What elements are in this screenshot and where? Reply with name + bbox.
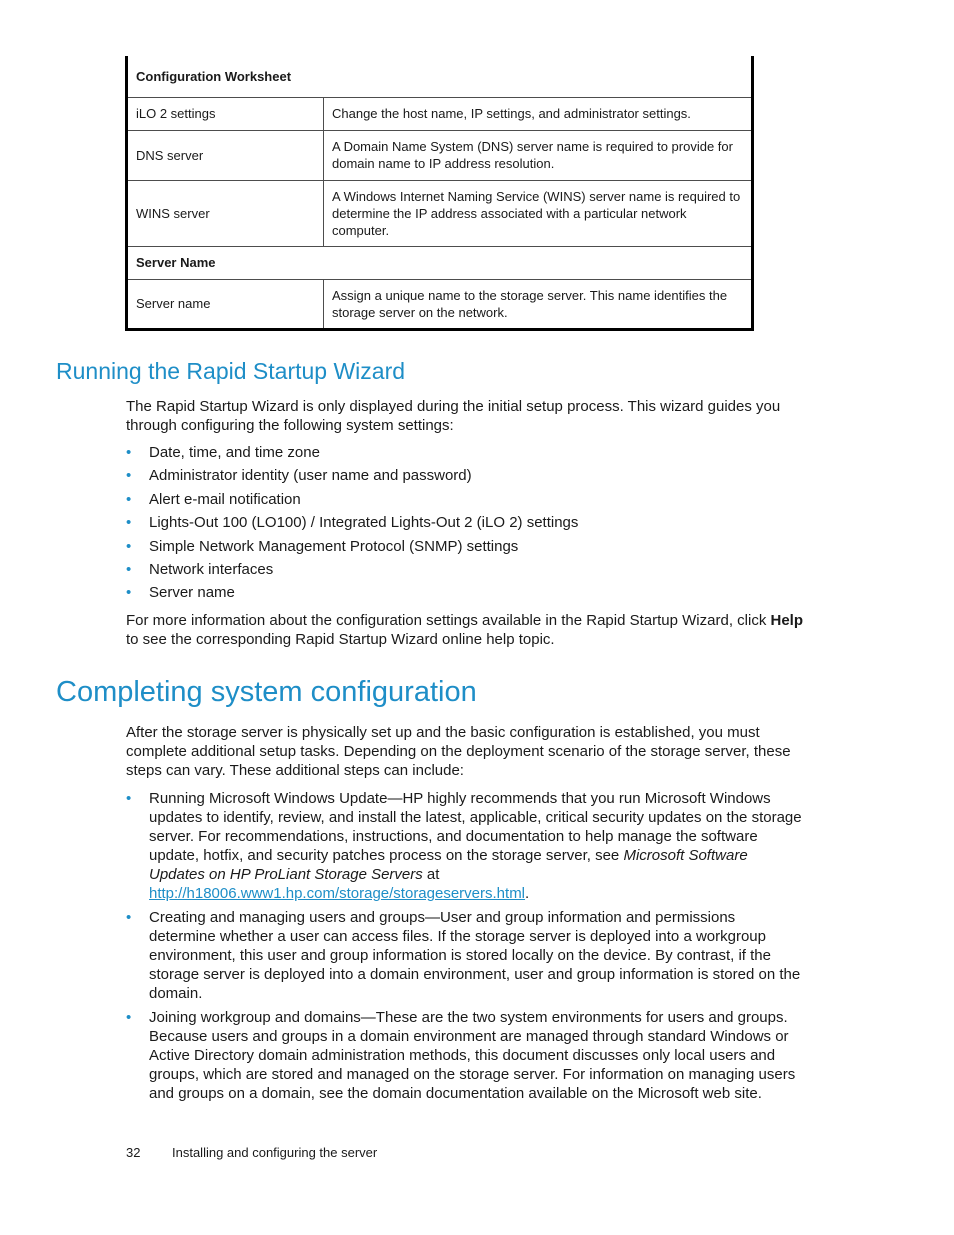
configuration-worksheet-table bbox=[125, 56, 754, 331]
bullet-icon: • bbox=[126, 560, 132, 578]
bullet-icon: • bbox=[126, 490, 132, 508]
list-item bbox=[126, 537, 806, 556]
help-label: Help bbox=[770, 612, 804, 629]
storage-servers-link[interactable]: http://h18006.www1.hp.com/storage/storageservers.html bbox=[149, 885, 526, 902]
list-item bbox=[126, 908, 806, 1003]
table-row bbox=[127, 279, 753, 329]
table-row bbox=[127, 97, 753, 130]
list-item-text: Server name bbox=[149, 584, 235, 602]
list-item bbox=[126, 513, 806, 532]
worksheet-title: Configuration Worksheet bbox=[127, 56, 753, 97]
setting-label: DNS server bbox=[127, 130, 324, 180]
completing-configuration-intro: After the storage server is physically set up and the basic configuration is established, you must complete additional setup tasks. Depending on the deployment scenario of the storage server, these steps can vary. These additional steps can include: bbox=[126, 724, 791, 779]
bullet-icon: • bbox=[126, 584, 132, 602]
list-item-text: Alert e-mail notification bbox=[149, 490, 301, 508]
footer-section-title: Installing and configuring the server bbox=[172, 1145, 378, 1160]
additional-steps-list bbox=[126, 789, 806, 1108]
setting-description: Change the host name, IP settings, and administrator settings. bbox=[324, 97, 753, 130]
worksheet-header-row bbox=[127, 56, 753, 97]
rapid-startup-help-note bbox=[126, 611, 806, 649]
list-item-text: Creating and managing users and groups—User and group information and permissions determine whether a user can access files. If the storage server is deployed into a workgroup environment, this user and group information is stored locally on the device. By contrast, if the storage server is deployed into a domain environment, user and group information is stored on the domain. bbox=[149, 909, 801, 1002]
list-item-text-connector: at bbox=[422, 866, 440, 883]
help-note-text-end: to see the corresponding Rapid Startup Wizard online help topic. bbox=[126, 631, 555, 648]
bullet-icon: • bbox=[126, 909, 132, 926]
bullet-icon: • bbox=[126, 444, 132, 461]
setting-label: iLO 2 settings bbox=[127, 97, 324, 130]
list-item-text: Running Microsoft Windows Update—HP highly recommends that you run Microsoft Windows updates to identify, review, and install the latest, applicable, critical security updates on the storage server. For recommendations, instructions, and documentation to help manage the software update, hotfix, and security patches process on the storage server, see bbox=[149, 790, 802, 864]
list-item-text: Network interfaces bbox=[149, 560, 274, 578]
setting-description: Assign a unique name to the storage server. This name identifies the storage server on the network. bbox=[324, 279, 753, 329]
list-item-text: Simple Network Management Protocol (SNMP) settings bbox=[149, 537, 519, 555]
page-footer bbox=[126, 1145, 377, 1160]
table-row bbox=[127, 180, 753, 246]
bullet-icon: • bbox=[126, 537, 132, 555]
help-note-text: For more information about the configuration settings available in the Rapid Startup Wizard, click bbox=[126, 612, 771, 629]
worksheet-section-row bbox=[127, 246, 753, 279]
bullet-icon: • bbox=[126, 790, 132, 807]
rapid-startup-intro: The Rapid Startup Wizard is only displayed during the initial setup process. This wizard guides you through configuring the following system settings: bbox=[126, 398, 781, 434]
setting-label: Server name bbox=[127, 279, 324, 329]
bullet-icon: • bbox=[126, 514, 132, 532]
page-number: 32 bbox=[126, 1145, 141, 1160]
bullet-icon: • bbox=[126, 467, 132, 485]
list-item bbox=[126, 583, 806, 602]
setting-description: A Windows Internet Naming Service (WINS) server name is required to determine the IP address associated with a particular network computer. bbox=[324, 180, 753, 246]
rapid-startup-settings-list bbox=[126, 443, 806, 607]
list-item-text: Administrator identity (user name and password) bbox=[149, 467, 472, 485]
list-item-text: Lights-Out 100 (LO100) / Integrated Lights-Out 2 (iLO 2) settings bbox=[149, 514, 579, 532]
list-item bbox=[126, 1008, 806, 1103]
list-item bbox=[126, 490, 806, 509]
setting-label: WINS server bbox=[127, 180, 324, 246]
list-item bbox=[126, 443, 806, 462]
list-item-text: Date, time, and time zone bbox=[149, 444, 320, 461]
list-item-text: Joining workgroup and domains—These are the two system environments for users and groups. Because users and groups in a domain environment are managed through standard Windows or Active Directory domain administration methods, this document discusses only local users and groups, which are stored and managed on the storage server. For information on managing users and groups on a domain, see the domain documentation available on the Microsoft web site. bbox=[149, 1009, 796, 1102]
list-item-period: . bbox=[525, 885, 530, 902]
list-item bbox=[126, 466, 806, 485]
rapid-startup-heading: Running the Rapid Startup Wizard bbox=[56, 358, 406, 384]
list-item bbox=[126, 560, 806, 579]
server-name-section-title: Server Name bbox=[127, 246, 753, 279]
document-title: Microsoft Software Updates on HP ProLiant Storage Servers bbox=[149, 847, 748, 883]
list-item bbox=[126, 789, 806, 903]
bullet-icon: • bbox=[126, 1009, 132, 1026]
completing-configuration-heading: Completing system configuration bbox=[56, 676, 477, 708]
table-row bbox=[127, 130, 753, 180]
setting-description: A Domain Name System (DNS) server name is required to provide for domain name to IP address resolution. bbox=[324, 130, 753, 180]
